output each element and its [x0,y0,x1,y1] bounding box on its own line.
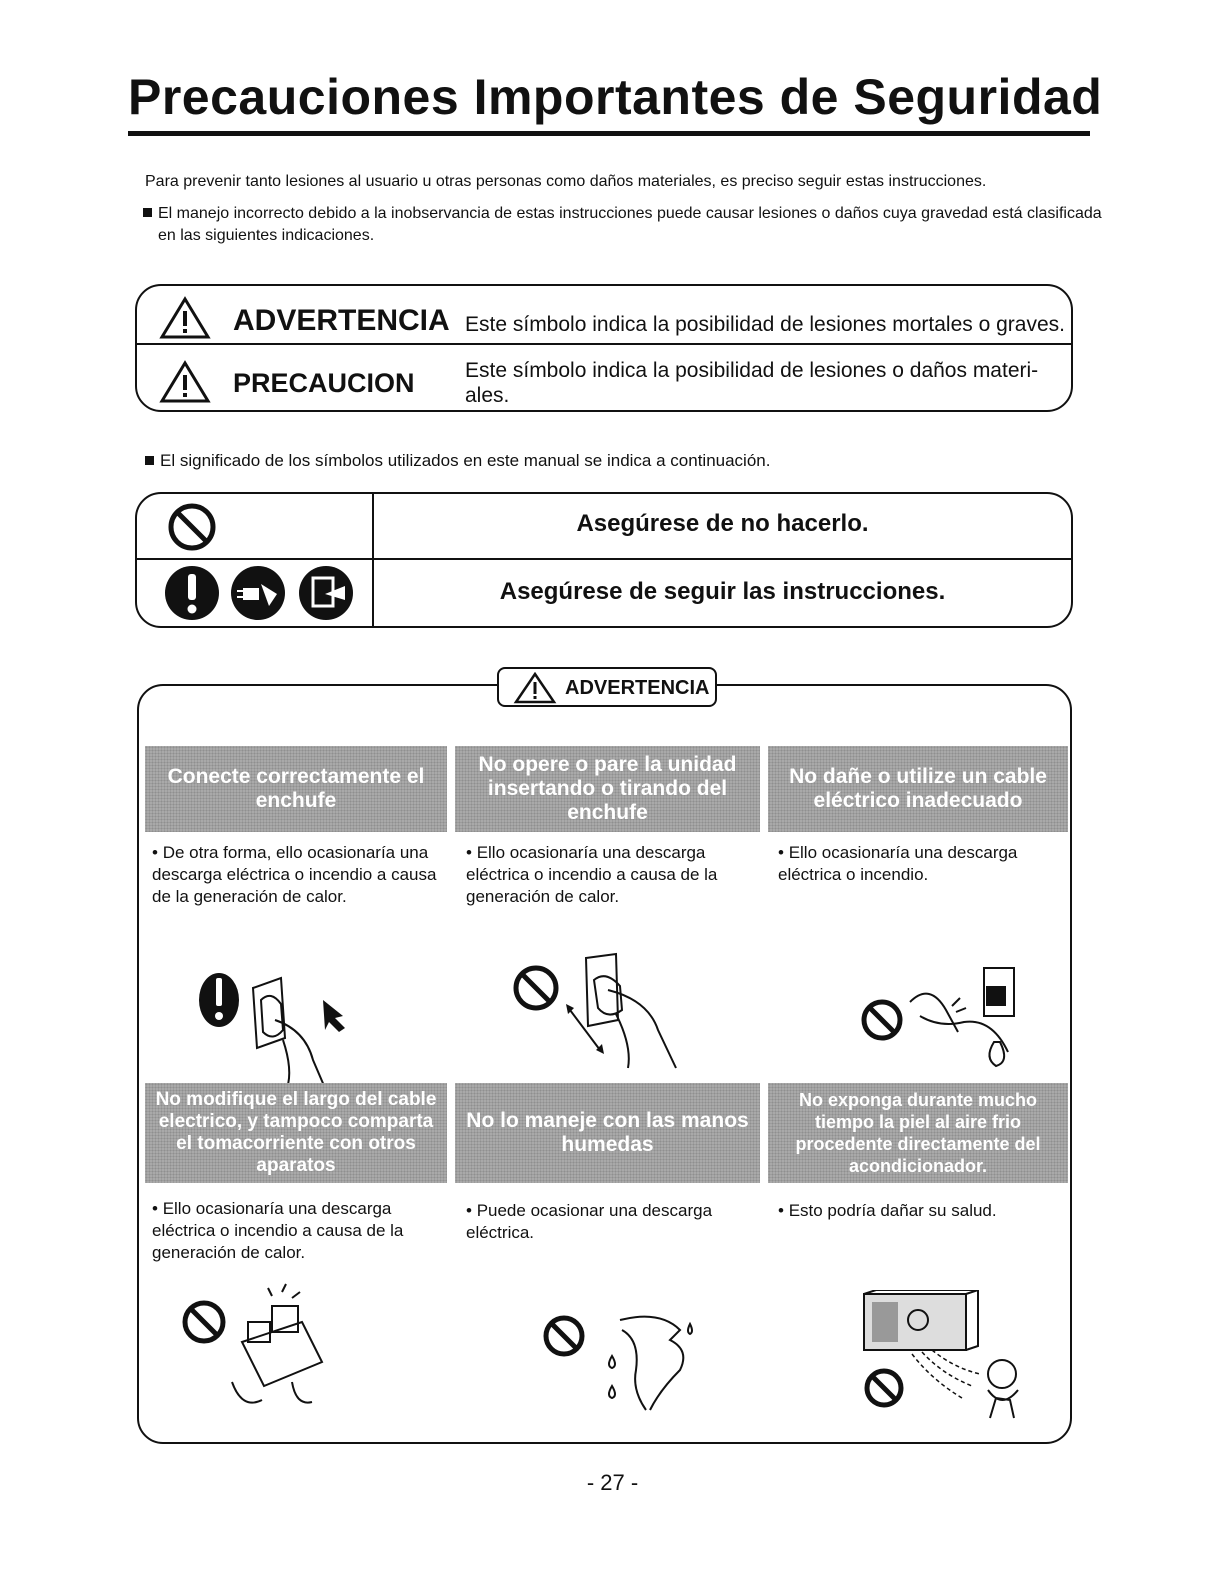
bullet-square-icon [145,456,154,465]
caution-triangle-icon [159,360,211,404]
caution-description: Este símbolo indica la posibilidad de lesiones o daños materi-ales. [465,359,1039,407]
plug-in-correctly-illustration [195,960,375,1090]
prohibit-text: Asegúrese de no hacerlo. [576,510,869,537]
warning-note-6: • Esto podría dañar su salud. [778,1201,997,1220]
warning-heading-6: No exponga durante mucho tiempo la piel al aire frio procedente directamente del acondicionador. [768,1083,1068,1183]
box-divider-horizontal [137,558,1071,560]
warning-note-3-text: Ello ocasionaría una descarga eléctrica o incendio. [778,843,1018,884]
intro-bullet-text: El manejo incorrecto debido a la inobservancia de estas instrucciones puede causar lesiones o daños cuya gravedad está clasificada en las siguientes indicaciones. [158,205,1102,244]
symbols-box [135,492,1073,628]
damaged-cable-illustration [860,962,1020,1072]
warning-heading-4: No modifique el largo del cable electrico, y tampoco comparta el tomacorriente con otros aparatos [145,1083,447,1183]
warning-heading-3: No dañe o utilize un cable eléctrico inadecuado [768,746,1068,832]
box-divider [137,343,1071,345]
advertencia-tab-label: ADVERTENCIA [565,677,710,699]
symbols-intro-text: El significado de los símbolos utilizados en este manual se indica a continuación. [160,451,771,470]
warning-note-5: • Puede ocasionar una descarga eléctrica. [466,1201,713,1242]
mandatory-icon [163,564,221,622]
mandatory-text: Asegúrese de seguir las instrucciones. [499,578,946,605]
warning-heading-1: Conecte correctamente el enchufe [145,746,447,832]
warning-note-4: • Ello ocasionaría una descarga eléctrica o incendio a causa de la generación de calor. [152,1199,404,1262]
do-not-unplug-to-stop-illustration [508,950,698,1070]
warning-heading-5: No lo maneje con las manos humedas [455,1083,760,1183]
warning-note-3: • Ello ocasionaría una descarga eléctrica o incendio. [778,843,1018,884]
page-number: - 27 - [586,1470,639,1495]
warning-note-1-text: De otra forma, ello ocasionaría una descarga eléctrica o incendio a causa de la generación de calor. [152,843,437,906]
overloaded-outlet-illustration [172,1282,352,1412]
warning-label: ADVERTENCIA [233,304,450,337]
unplug-icon [229,564,287,622]
warning-triangle-icon [513,672,557,704]
intro-bullet-classification [143,203,1108,247]
intro-paragraph: Para prevenir tanto lesiones al usuario u otras personas como daños materiales, es preciso seguir estas instrucciones. [145,173,987,190]
warning-note-6-text: Esto podría dañar su salud. [788,1201,997,1220]
warning-note-2: • Ello ocasionaría una descarga eléctrica o incendio a causa de la generación de calor. [466,843,718,906]
warning-heading-2: No opere o pare la unidad insertando o tirando del enchufe [455,746,760,832]
warning-note-2-text: Ello ocasionaría una descarga eléctrica o incendio a causa de la generación de calor. [466,843,718,906]
warning-description: Este símbolo indica la posibilidad de lesiones mortales o graves. [465,313,1065,336]
warning-note-4-text: Ello ocasionaría una descarga eléctrica o incendio a causa de la generación de calor. [152,1199,404,1262]
advertencia-tab [497,667,717,707]
wet-hands-illustration [540,1310,720,1420]
warning-triangle-icon [159,296,211,340]
caution-label: PRECAUCION [233,368,415,398]
warning-note-5-text: Puede ocasionar una descarga eléctrica. [466,1201,713,1242]
warning-note-1: • De otra forma, ello ocasionaría una descarga eléctrica o incendio a causa de la generación de calor. [152,843,437,906]
cold-air-exposure-illustration [862,1290,1032,1420]
prohibited-icon [167,502,217,552]
symbols-intro [145,450,770,472]
page-title: Precauciones Importantes de Seguridad [128,69,1103,125]
bullet-square-icon [143,208,152,217]
ground-connection-icon [297,564,355,622]
hazard-levels-box [135,284,1073,412]
title-rule [128,131,1090,136]
